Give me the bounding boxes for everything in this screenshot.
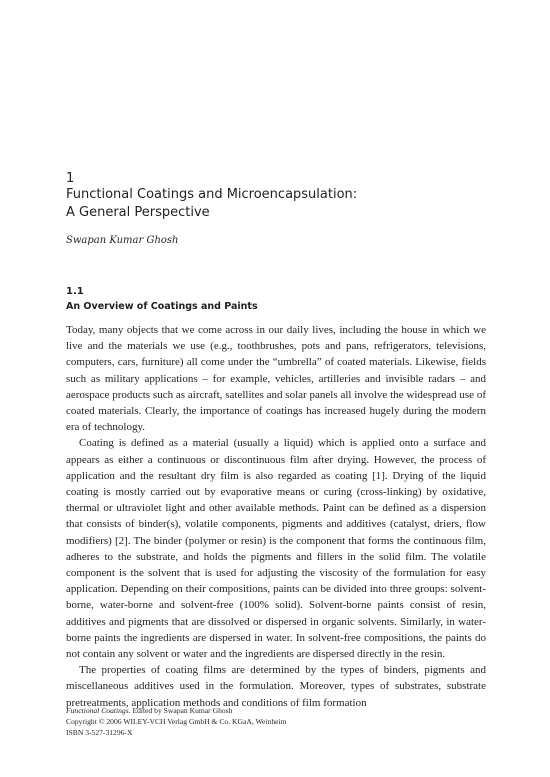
body-text <box>66 322 486 711</box>
footer-book-title: Functional Coatings <box>66 706 129 715</box>
section-title: An Overview of Coatings and Paints <box>66 301 258 312</box>
footer-edition-line <box>66 705 486 716</box>
chapter-number: 1 <box>66 171 75 186</box>
chapter-title-line-1: Functional Coatings and Microencapsulation: <box>66 187 358 202</box>
footer-editor: . Edited by Swapan Kumar Ghosh <box>128 706 233 715</box>
section-number: 1.1 <box>66 286 84 297</box>
chapter-title <box>66 186 486 222</box>
footer-copyright: Copyright © 2006 WILEY-VCH Verlag GmbH & Co. KGaA, Weinheim <box>66 717 287 726</box>
footer-isbn: ISBN 3-527-31296-X <box>66 728 133 737</box>
chapter-title-line-2: A General Perspective <box>66 205 210 220</box>
chapter-author: Swapan Kumar Ghosh <box>66 235 179 246</box>
paragraph-2: Coating is defined as a material (usually a liquid) which is applied onto a surface and appears as either a continuous or discontinuous film after drying. However, the process of application and the resultant dry film is also regarded as coating [1]. Drying of the liquid coating is mostly carried out by evaporative means or curing (cross-linking) by oxidative, thermal or ultraviolet light and other available methods. Paint can be defined as a dispersion that consists of binder(s), volatile components, pigments and additives (catalyst, driers, flow modifiers) [2]. The binder (polymer or resin) is the component that forms the continuous film, adheres to the substrate, and holds the pigments and fillers in the solid film. The volatile component is the solvent that is used for adjusting the viscosity of the formulation for easy application. Depending on their compositions, paints can be divided into three groups: solvent-borne, water-borne and solvent-free (100% solid). Solvent-borne paints consist of resin, additives and pigments that are dissolved or dispersed in organic solvents. Similarly, in water-borne paints the ingredients are dispersed in water. In solvent-free compositions, the paints do not contain any solvent or water and the ingredients are dispersed directly in the resin. <box>66 437 486 661</box>
paragraph-1: Today, many objects that we come across in our daily lives, including the house in which we live and the materials we use (e.g., toothbrushes, pots and pans, refrigerators, televisions, computers, cars, furniture) all come under the “umbrella” of coated materials. Likewise, fields such as military applications – for example, vehicles, artilleries and invisible radars – and aerospace products such as aircraft, satellites and solar panels all involve the widespread use of coated materials. Clearly, the importance of coatings has increased hugely during the modern era of technology. <box>66 324 486 434</box>
page-footer <box>66 705 486 738</box>
paragraph-3: The properties of coating films are determined by the types of binders, pigments and miscellaneous additives used in the formulation. Moreover, types of substrates, substrate pretreatments, application methods and conditions of film formation <box>66 664 486 709</box>
